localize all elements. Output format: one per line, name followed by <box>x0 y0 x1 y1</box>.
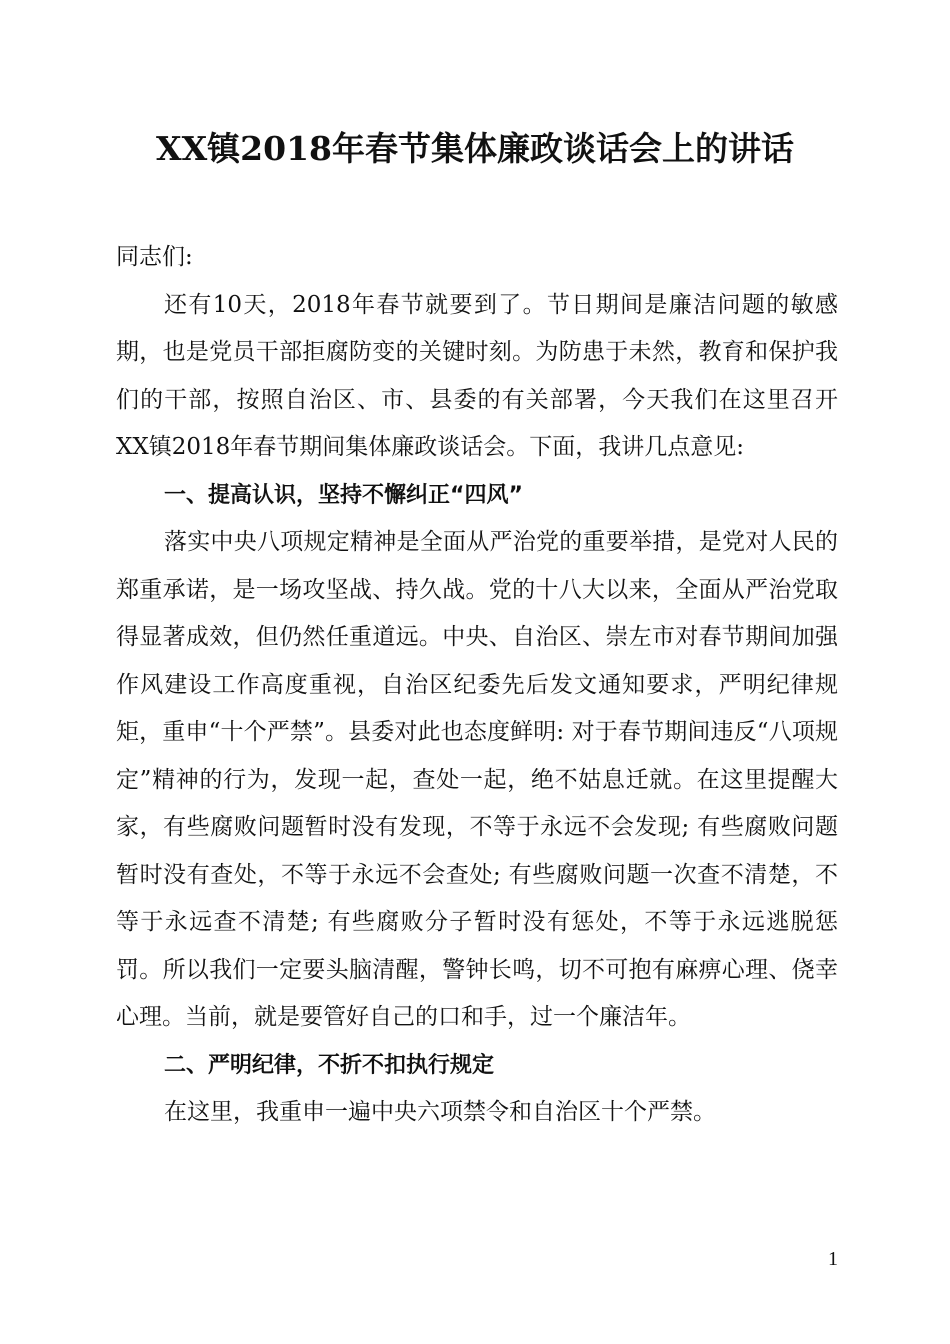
section-1-heading: 一、提高认识，坚持不懈纠正“四风” <box>164 482 523 508</box>
section-2-heading: 二、严明纪律，不折不扣执行规定 <box>164 1052 495 1078</box>
document-body <box>116 234 838 1137</box>
section-2-paragraph: 在这里，我重申一遍中央六项禁令和自治区十个严禁。 <box>164 1099 716 1125</box>
page-number: 1 <box>828 1248 838 1270</box>
section-1-paragraph: 落实中央八项规定精神是全面从严治党的重要举措，是党对人民的郑重承诺，是一场攻坚战、持久战。党的十八大以来，全面从严治党取得显著成效，但仍然任重道远。中央、自治区、崇左市对春节期间加强作风建设工作高度重视，自治区纪委先后发文通知要求，严明纪律规矩，重申“十个严禁”。县委对此也态度鲜明: 对于春节期间违反“八项规定”精神的行为，发现一起，查处一起，绝不姑息迁就。在这里提醒大家，有些腐败问题暂时没有发现，不等于永远不会发现; 有些腐败问题暂时没有查处，不等于永远不会查处; 有些腐败问题一次查不清楚，不等于永远查不清楚; 有些腐败分子暂时没有惩处，不等于永远逃脱惩罚。所以我们一定要头脑清醒，警钟长鸣，切不可抱有麻痹心理、侥幸心理。当前，就是要管好自己的口和手，过一个廉洁年。 <box>116 529 838 1030</box>
salutation: 同志们: <box>116 244 193 270</box>
document-title: XX镇2018年春节集体廉政谈话会上的讲话 <box>155 129 795 168</box>
intro-paragraph: 还有10天，2018年春节就要到了。节日期间是廉洁问题的敏感期，也是党员干部拒腐防变的关键时刻。为防患于未然，教育和保护我们的干部，按照自治区、市、县委的有关部署，今天我们在这里召开XX镇2018年春节期间集体廉政谈话会。下面，我讲几点意见: <box>116 291 838 460</box>
